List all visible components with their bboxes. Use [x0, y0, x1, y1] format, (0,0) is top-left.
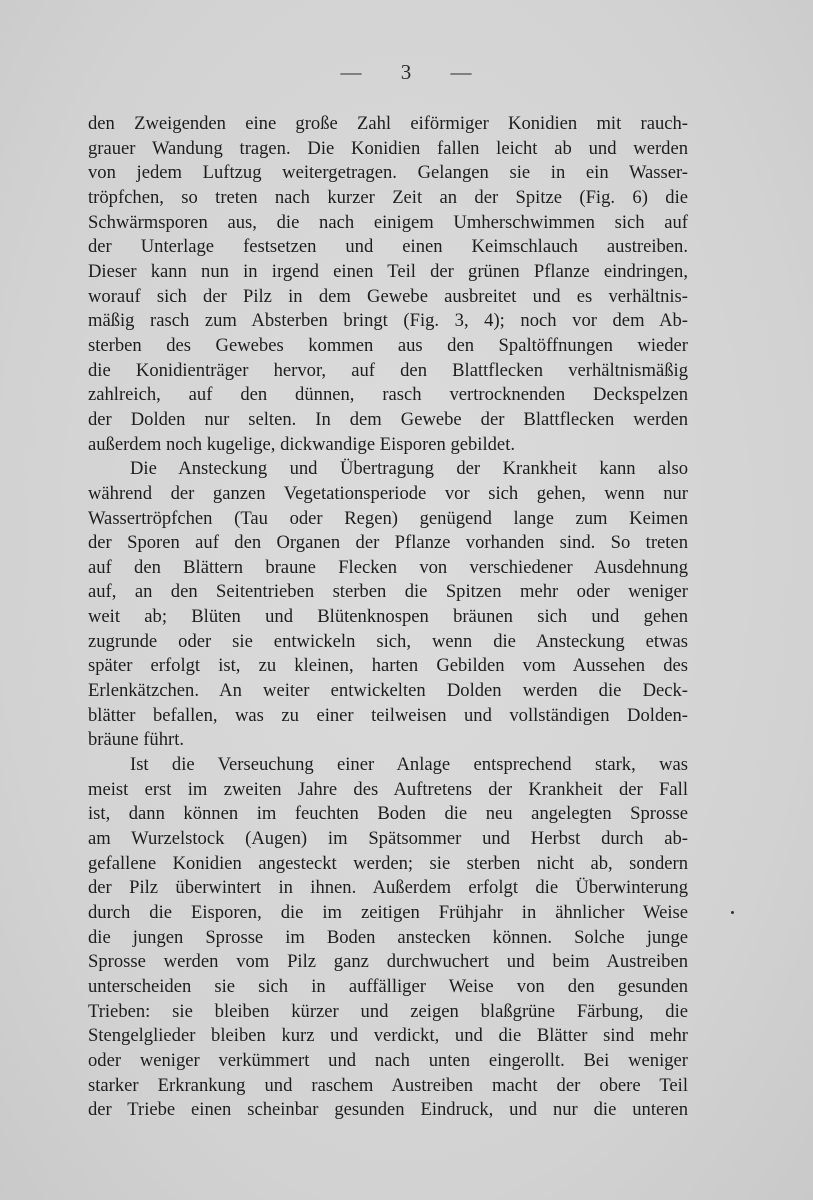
body-text — [88, 112, 688, 1123]
text-line: worauf sich der Pilz in dem Gewebe ausbreitet und es verhältnis- — [88, 285, 688, 307]
text-line: Sprosse werden vom Pilz ganz durchwuchert und beim Austreiben — [88, 951, 688, 973]
text-line: sterben des Gewebes kommen aus den Spaltöffnungen wieder — [88, 334, 688, 356]
header-dash-left: — — [340, 60, 363, 84]
text-line: der Pilz überwintert in ihnen. Außerdem erfolgt die Überwinterung — [88, 877, 688, 899]
text-line: von jedem Luftzug weitergetragen. Gelangen sie in ein Wasser- — [88, 162, 688, 184]
text-line: blätter befallen, was zu einer teilweisen und vollständigen Dolden- — [88, 704, 688, 726]
text-line: Trieben: sie bleiben kürzer und zeigen blaßgrüne Färbung, die — [88, 1000, 688, 1022]
paragraph-end-line: bräune führt. — [88, 729, 185, 751]
text-line: tröpfchen, so treten nach kurzer Zeit an der Spitze (Fig. 6) die — [88, 186, 688, 208]
text-line: ist, dann können im feuchten Boden die neu angelegten Sprosse — [88, 803, 688, 825]
text-line: Stengelglieder bleiben kurz und verdickt, und die Blätter sind mehr — [88, 1025, 688, 1047]
text-line: Wassertröpfchen (Tau oder Regen) genügend lange zum Keimen — [88, 507, 688, 529]
page-number-header — [0, 60, 813, 85]
text-line: der Triebe einen scheinbar gesunden Eindruck, und nur die unteren — [88, 1099, 688, 1121]
paragraph-start-line: Ist die Verseuchung einer Anlage entsprechend stark, was — [130, 754, 688, 776]
text-line: starker Erkrankung und raschem Austreiben macht der obere Teil — [88, 1074, 688, 1096]
text-line: am Wurzelstock (Augen) im Spätsommer und Herbst durch ab- — [88, 828, 688, 850]
text-line: zugrunde oder sie entwickeln sich, wenn die Ansteckung etwas — [88, 630, 688, 652]
text-line: die Konidienträger hervor, auf den Blattflecken verhältnismäßig — [88, 359, 688, 381]
scan-speck — [731, 911, 734, 914]
text-line: die jungen Sprosse im Boden anstecken können. Solche junge — [88, 926, 688, 948]
text-line: während der ganzen Vegetationsperiode vor sich gehen, wenn nur — [88, 482, 688, 504]
text-line: der Sporen auf den Organen der Pflanze vorhanden sind. So treten — [88, 532, 688, 554]
paragraph-start-line: Die Ansteckung und Übertragung der Krankheit kann also — [130, 458, 688, 480]
text-line: Schwärmsporen aus, die nach einigem Umherschwimmen sich auf — [88, 211, 688, 233]
text-line: oder weniger verkümmert und nach unten eingerollt. Bei weniger — [88, 1049, 688, 1071]
header-dash-right: — — [450, 60, 473, 84]
text-line: durch die Eisporen, die im zeitigen Frühjahr in ähnlicher Weise — [88, 902, 688, 923]
text-line: weit ab; Blüten und Blütenknospen bräunen sich und gehen — [88, 606, 688, 628]
text-line: den Zweigenden eine große Zahl eiförmiger Konidien mit rauch- — [88, 113, 688, 134]
text-line: gefallene Konidien angesteckt werden; sie sterben nicht ab, sondern — [88, 852, 688, 874]
text-line: Dieser kann nun in irgend einen Teil der grünen Pflanze eindringen, — [88, 260, 688, 282]
text-line: mäßig rasch zum Absterben bringt (Fig. 3, 4); noch vor dem Ab- — [88, 310, 688, 332]
text-line: zahlreich, auf den dünnen, rasch vertrocknenden Deckspelzen — [88, 384, 688, 406]
page-number: 3 — [400, 60, 413, 84]
text-line: der Dolden nur selten. In dem Gewebe der Blattflecken werden — [88, 408, 688, 430]
text-line: Erlenkätzchen. An weiter entwickelten Dolden werden die Deck- — [88, 680, 688, 702]
text-line: auf, an den Seitentrieben sterben die Spitzen mehr oder weniger — [88, 581, 688, 603]
text-line: auf den Blättern braune Flecken von verschiedener Ausdehnung — [88, 556, 688, 578]
text-line: der Unterlage festsetzen und einen Keimschlauch austreiben. — [88, 236, 688, 258]
paragraph-end-line: außerdem noch kugelige, dickwandige Eisporen gebildet. — [88, 433, 516, 455]
text-line: unterscheiden sie sich in auffälliger Weise von den gesunden — [88, 975, 688, 997]
text-line: später erfolgt ist, zu kleinen, harten Gebilden vom Aussehen des — [88, 655, 688, 677]
text-line: grauer Wandung tragen. Die Konidien fallen leicht ab und werden — [88, 137, 688, 159]
text-line: meist erst im zweiten Jahre des Auftretens der Krankheit der Fall — [88, 778, 688, 800]
